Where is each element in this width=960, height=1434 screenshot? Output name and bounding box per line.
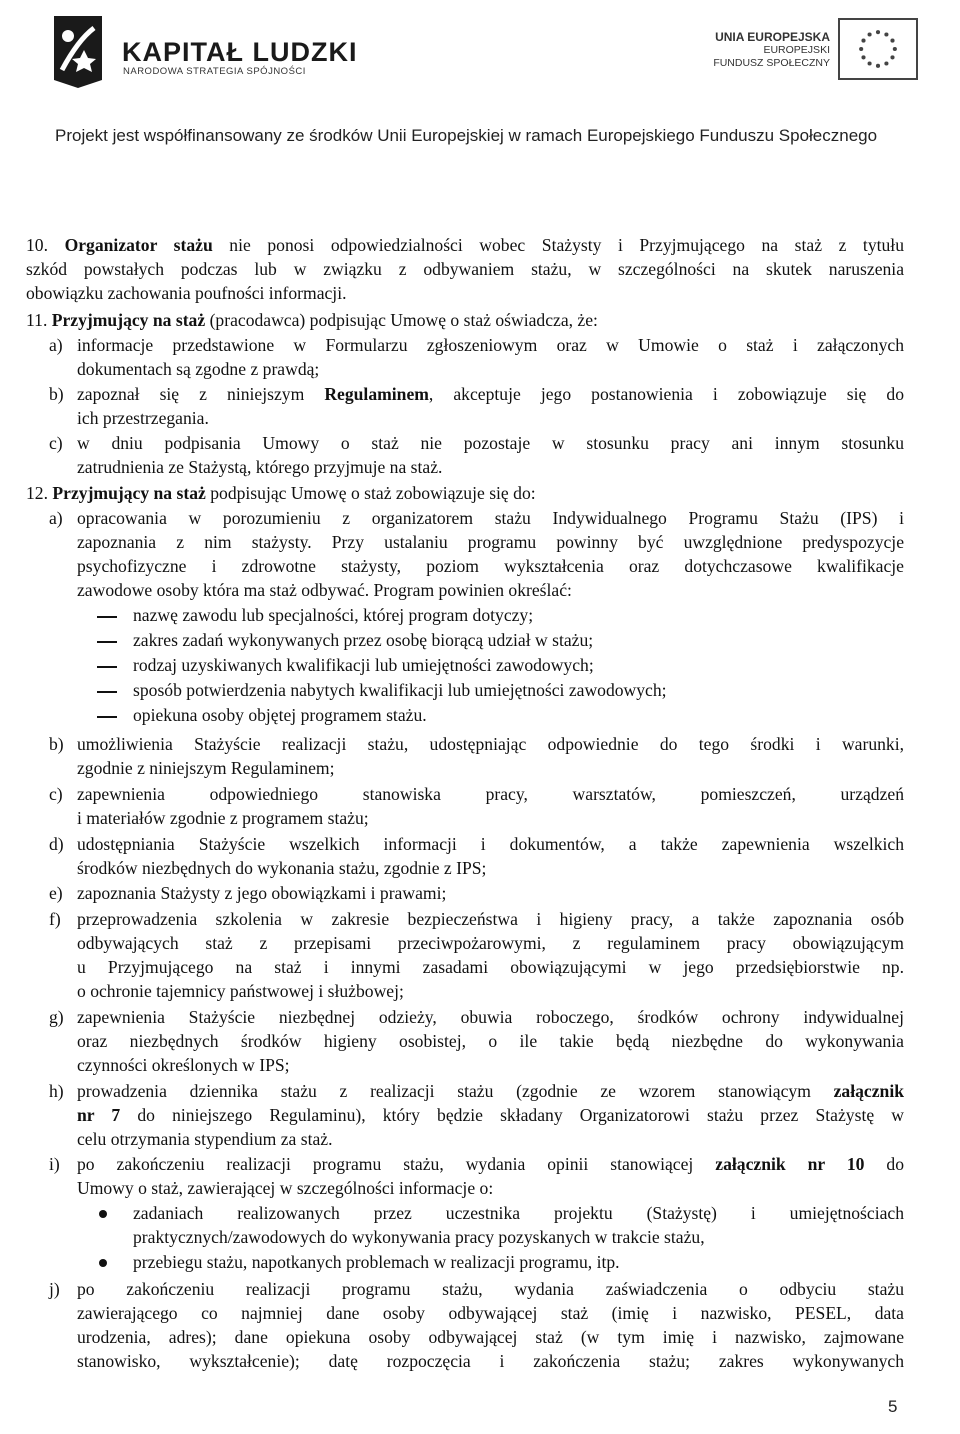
p12-f-line-3: u Przyjmującego na staż i innymi zasadami obowiązującymi w jego przedsiębiorstwie np.	[77, 957, 904, 977]
p10-number: 10.	[26, 235, 48, 255]
p11-text-1: (pracodawca) podpisując Umowę o staż oświadcza, że:	[205, 310, 598, 330]
p12-i-line-2: Umowy o staż, zawierającej w szczególności informacje o:	[77, 1178, 494, 1198]
p10-line-2: szkód powstałych podczas lub w związku z odbywaniem stażu, w szczególności na skutek naruszenia	[26, 259, 904, 279]
p12-a-line-1: opracowania w porozumieniu z organizatorem stażu Indywidualnego Programu Stażu (IPS) i	[77, 508, 904, 528]
p10-bold: Organizator stażu	[64, 235, 213, 255]
p12-i-post: do	[864, 1154, 904, 1174]
dash-item-2: zakres zadań wykonywanych przez osobę biorącą udział w stażu;	[133, 630, 594, 650]
p12-f-marker: f)	[49, 909, 61, 929]
p12-line-1	[26, 482, 536, 504]
p12-h-pre: prowadzenia dziennika stażu z realizacji stażu (zgodnie ze wzorem stanowiącym	[77, 1081, 834, 1101]
p12-text-1: podpisując Umowę o staż zobowiązuje się do:	[205, 483, 536, 503]
p11-b-marker: b)	[49, 384, 64, 404]
header-tagline: Projekt jest współfinansowany ze środków Unii Europejskiej w ramach Europejskiego Funduszu Społecznego	[55, 126, 878, 145]
p12-i-marker: i)	[49, 1154, 60, 1174]
p12-b-marker: b)	[49, 734, 64, 754]
p12-i-line-1	[77, 1153, 904, 1175]
p11-number: 11.	[26, 310, 48, 330]
p11-b-line-2: ich przestrzegania.	[77, 408, 209, 428]
p12-g-line-2: oraz niezbędnych środków higieny osobistej, o ile takie będą niezbędne do wykonywania	[77, 1031, 904, 1051]
p12-h-marker: h)	[49, 1081, 64, 1101]
p12-h-bold-1: załącznik	[833, 1081, 904, 1101]
p12-c-marker: c)	[49, 784, 63, 804]
bullet-item-2: przebiegu stażu, napotkanych problemach w realizacji programu, itp.	[133, 1252, 620, 1272]
p11-c-marker: c)	[49, 433, 63, 453]
p12-d-line-2: środków niezbędnych do wykonania stażu, zgodnie z IPS;	[77, 858, 487, 878]
p12-a-line-4: zawodowe osoby która ma staż odbywać. Program powinien określać:	[77, 580, 572, 600]
p11-b-post: , akceptuje jego postanowienia i zobowiązuje się do	[428, 384, 904, 404]
p12-h-line-2	[77, 1104, 904, 1126]
eu-line-1: UNIA EUROPEJSKA	[715, 30, 830, 44]
p12-number: 12.	[26, 483, 48, 503]
dash-item-5: opiekuna osoby objętej programem stażu.	[133, 705, 427, 725]
p12-h-bold-2: nr 7	[77, 1105, 121, 1125]
p12-d-marker: d)	[49, 834, 64, 854]
p12-j-line-3: urodzenia, adres); dane opiekuna osoby odbywającej staż (w tym imię i nazwisko, zajmowane	[77, 1327, 904, 1347]
p12-i-bold: załącznik nr 10	[715, 1154, 865, 1174]
p12-j-line-1: po zakończeniu realizacji programu stażu, wydania zaświadczenia o odbyciu stażu	[77, 1279, 904, 1299]
p12-f-line-1: przeprowadzenia szkolenia w zakresie bezpieczeństwa i higieny pracy, a także zapoznania osób	[77, 909, 904, 929]
p12-j-line-2: zawierającego co najmniej dane osoby odbywającej staż (imię i nazwisko, PESEL, data	[77, 1303, 904, 1323]
page-header	[0, 0, 960, 170]
p12-b-line-2: zgodnie z niniejszym Regulaminem;	[77, 758, 335, 778]
p11-a-line-2: dokumentach są zgodne z prawdą;	[77, 359, 320, 379]
dash-marker	[97, 666, 117, 668]
p12-b-line-1: umożliwienia Stażyście realizacji stażu, udostępniając odpowiednie do tego środki i warunki,	[77, 734, 904, 754]
p12-g-line-1: zapewnienia Stażyście niezbędnej odzieży, obuwia roboczego, środków ochrony indywidualnej	[77, 1007, 904, 1027]
p12-f-line-4: o ochronie tajemnicy państwowej i służbowej;	[77, 981, 404, 1001]
eu-flag-icon	[838, 18, 918, 80]
p12-a-marker: a)	[49, 508, 63, 528]
kapital-ludzki-logo	[48, 10, 108, 90]
p12-h-line-1	[77, 1080, 904, 1102]
dash-marker	[97, 716, 117, 718]
p11-a-marker: a)	[49, 335, 63, 355]
p12-a-line-2: zapoznania z nim stażysty. Przy ustalaniu programu powinny być uwzględnione predyspozycje	[77, 532, 904, 552]
p12-i-pre: po zakończeniu realizacji programu stażu, wydania opinii stanowiącej	[77, 1154, 716, 1174]
p11-b-line-1	[77, 383, 904, 405]
dash-item-1: nazwę zawodu lub specjalności, której program dotyczy;	[133, 605, 534, 625]
eu-line-3: FUNDUSZ SPOŁECZNY	[713, 57, 830, 69]
bullet-item-1-line-2: praktycznych/zawodowych do wykonywania pracy pozyskanych w trakcie stażu,	[133, 1227, 705, 1247]
p12-g-marker: g)	[49, 1007, 64, 1027]
bullet-marker	[99, 1259, 107, 1267]
p11-line-1	[26, 309, 598, 331]
p12-d-line-1: udostępniania Stażyście wszelkich informacji i dokumentów, a także zapewnienia wszelkich	[77, 834, 904, 854]
p12-e-line-1: zapoznania Stażysty z jego obowiązkami i prawami;	[77, 883, 447, 903]
dash-item-4: sposób potwierdzenia nabytych kwalifikacji lub umiejętności zawodowych;	[133, 680, 667, 700]
dash-marker	[97, 616, 117, 618]
p10-line-1	[26, 234, 904, 256]
bullet-marker	[99, 1210, 107, 1218]
p12-h-post: do niniejszego Regulaminu), który będzie składany Organizatorowi stażu przez Stażystę w	[120, 1105, 904, 1125]
logo-subtitle: NARODOWA STRATEGIA SPÓJNOŚCI	[123, 66, 306, 77]
dash-marker	[97, 691, 117, 693]
eu-text-block	[670, 30, 830, 70]
p11-bold: Przyjmujący na staż	[51, 310, 206, 330]
p12-f-line-2: odbywających staż z przepisami przeciwpożarowymi, z regulaminem pracy obowiązującym	[77, 933, 904, 953]
p12-a-line-3: psychofizyczne i zdrowotne stażysty, poziom wykształcenia oraz dotychczasowe kwalifikacje	[77, 556, 904, 576]
p12-bold: Przyjmujący na staż	[52, 483, 206, 503]
p12-h-line-3: celu otrzymania stypendium za staż.	[77, 1129, 333, 1149]
p11-c-line-2: zatrudnienia ze Stażystą, którego przyjmuje na staż.	[77, 457, 443, 477]
eu-line-2: EUROPEJSKI	[763, 44, 830, 56]
p11-c-line-1: w dniu podpisania Umowy o staż nie pozostaje w stosunku pracy ani innym stosunku	[77, 433, 904, 453]
p12-j-marker: j)	[49, 1279, 60, 1299]
bullet-item-1-line-1: zadaniach realizowanych przez uczestnika projektu (Stażystę) i umiejętnościach	[133, 1203, 904, 1223]
logo-title: KAPITAŁ LUDZKI	[122, 37, 358, 67]
p11-b-pre: zapoznał się z niniejszym	[77, 384, 325, 404]
p12-g-line-3: czynności określonych w IPS;	[77, 1055, 290, 1075]
p12-c-line-1: zapewnienia odpowiedniego stanowiska pracy, warsztatów, pomieszczeń, urządzeń	[77, 784, 904, 804]
p10-text-1: nie ponosi odpowiedzialności wobec Stażysty i Przyjmującego na staż z tytułu	[212, 235, 904, 255]
p12-e-marker: e)	[49, 883, 63, 903]
p10-line-3: obowiązku zachowania poufności informacji.	[26, 283, 347, 303]
p11-b-bold: Regulaminem	[324, 384, 429, 404]
p12-c-line-2: i materiałów zgodnie z programem stażu;	[77, 808, 369, 828]
dash-marker	[97, 641, 117, 643]
page-number: 5	[888, 1397, 898, 1416]
p12-j-line-4: stanowisko, wykształcenie); datę rozpoczęcia i zakończenia stażu; zakres wykonywanych	[77, 1351, 904, 1371]
p11-a-line-1: informacje przedstawione w Formularzu zgłoszeniowym oraz w Umowie o staż i załączonych	[77, 335, 904, 355]
dash-item-3: rodzaj uzyskiwanych kwalifikacji lub umiejętności zawodowych;	[133, 655, 594, 675]
